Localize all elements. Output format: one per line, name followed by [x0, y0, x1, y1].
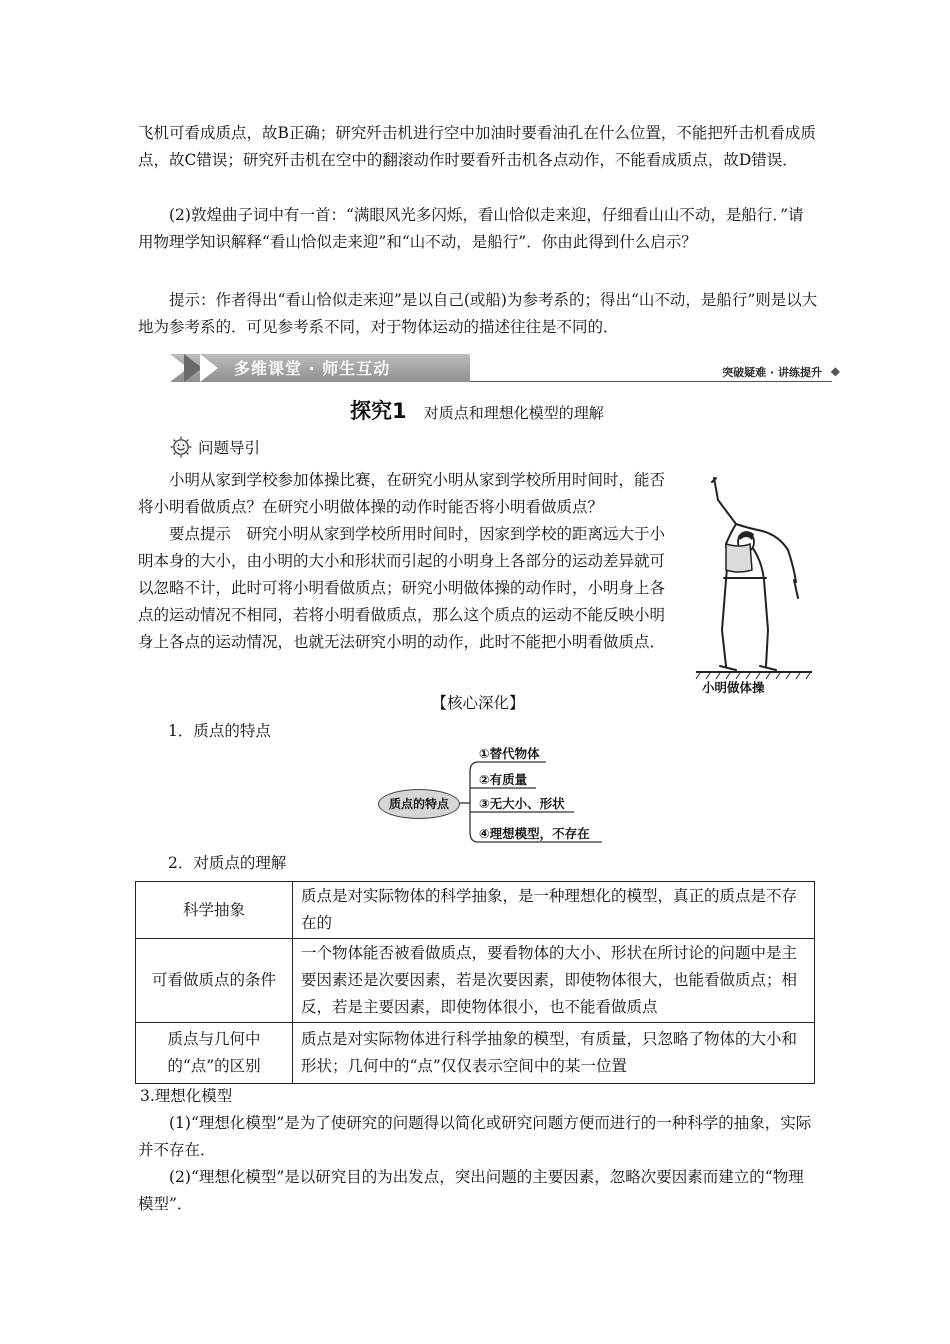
table-row	[136, 882, 815, 939]
mindmap	[378, 742, 618, 852]
banner-rule	[470, 381, 832, 382]
section-2-title: 2．对质点的理解	[168, 854, 287, 872]
mindmap-leaf: ③无大小、形状	[479, 796, 565, 811]
banner-subtitle: 突破疑难 · 讲练提升	[722, 366, 822, 379]
diamond-icon: ◆	[830, 364, 840, 378]
mindmap-root: 质点的特点	[378, 789, 460, 819]
table-value: 质点是对实际物体的科学抽象，是一种理想化的模型，真正的质点是不存在的	[293, 882, 815, 939]
banner-title: 多维课堂 · 师生互动	[234, 359, 391, 378]
table-row	[136, 1023, 815, 1084]
table-key: 科学抽象	[136, 882, 293, 939]
mindmap-leaf: ④理想模型，不存在	[479, 826, 590, 841]
model-point-2: (2)“理想化模型”是以研究目的为出发点，突出问题的主要因素，忽略次要因素而建立的“物理模型”．	[138, 1168, 804, 1213]
guide-answer: 要点提示 研究小明从家到学校所用时间时，因家到学校的距离远大于小明本身的大小，由小明的大小和形状而引起的小明身上各部分的运动差异就可以忽略不计，此时可将小明看做质点；研究小明做体操的动作时，小明身上各点的运动情况不相同，若将小明看做质点，那么这个质点的运动不能反映小明身上各点的运动情况，也就无法研究小明的动作，此时不能把小明看做质点．	[138, 525, 666, 651]
banner-chevron-icon	[200, 354, 218, 382]
section-3-title: 3.理想化模型	[140, 1087, 233, 1105]
explore-subtitle: 对质点和理想化模型的理解	[423, 404, 604, 422]
definition-table	[135, 881, 815, 1084]
table-key: 质点与几何中的“点”的区别	[136, 1023, 293, 1084]
mindmap-leaf: ②有质量	[479, 772, 528, 787]
guide-question: 小明从家到学校参加体操比赛，在研究小明从家到学校所用时间时，能否将小明看做质点？在研究小明做体操的动作时能否将小明看做质点？	[138, 471, 666, 516]
question-2: (2)敦煌曲子词中有一首：“满眼风光多闪烁，看山恰似走来迎，仔细看山山不动，是船行．”请用物理学知识解释“看山恰似走来迎”和“山不动，是船行”．你由此得到什么启示？	[138, 206, 804, 251]
explore-label: 探究1	[350, 399, 407, 423]
answer-continuation: 飞机可看成质点，故B正确；研究歼击机进行空中加油时要看油孔在什么位置，不能把歼击机看成质点，故C错误；研究歼击机在空中的翻滚动作时要看歼击机各点动作，不能看成质点，故D错误．	[138, 124, 816, 169]
guide-heading	[170, 436, 260, 458]
figure-caption: 小明做体操	[702, 680, 765, 695]
explore-heading	[350, 395, 604, 425]
smiley-sun-icon	[170, 436, 192, 458]
model-point-1: (1)“理想化模型”是为了使研究的问题得以简化或研究问题方便而进行的一种科学的抽象，实际并不存在．	[138, 1114, 812, 1159]
gymnast-figure	[690, 470, 820, 680]
section-banner	[170, 352, 840, 384]
mindmap-leaf: ①替代物体	[479, 746, 540, 761]
table-key: 可看做质点的条件	[136, 939, 293, 1023]
core-heading: 【核心深化】	[431, 694, 525, 712]
table-value: 质点是对实际物体进行科学抽象的模型，有质量，只忽略了物体的大小和形状；几何中的“点”仅仅表示空间中的某一位置	[293, 1023, 815, 1084]
guide-label: 问题导引	[198, 439, 261, 457]
hint-answer: 提示：作者得出“看山恰似走来迎”是以自己(或船)为参考系的；得出“山不动，是船行”则是以大地为参考系的．可见参考系不同，对于物体运动的描述往往是不同的．	[138, 291, 818, 336]
table-value: 一个物体能否被看做质点，要看物体的大小、形状在所讨论的问题中是主要因素还是次要因素，若是次要因素，即使物体很大，也能看做质点；相反，若是主要因素，即使物体很小，也不能看做质点	[293, 939, 815, 1023]
table-row	[136, 939, 815, 1023]
section-1-title: 1．质点的特点	[168, 722, 271, 740]
